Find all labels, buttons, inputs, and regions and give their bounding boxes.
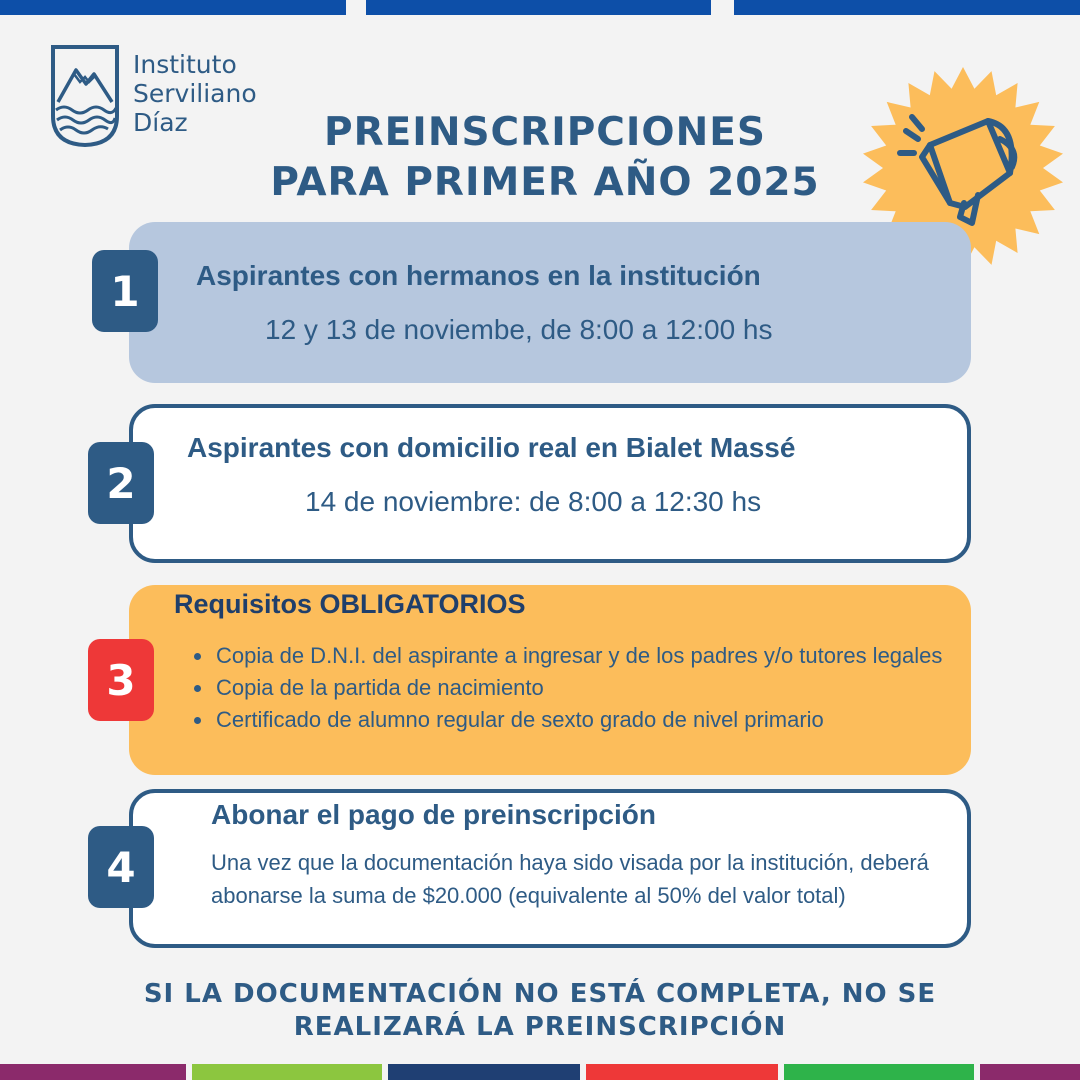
footer-warning [90, 978, 990, 1044]
mountain-waves-shield-icon [50, 44, 120, 148]
step-1-title: Aspirantes con hermanos en la institución [196, 260, 761, 291]
requirement-item: • Certificado de alumno regular de sexto grado de nivel primario [214, 704, 974, 736]
step-4-badge: 4 [88, 826, 154, 908]
bottom-bar-5 [784, 1064, 974, 1080]
step-card-1 [129, 222, 971, 383]
bottom-bar-3 [388, 1064, 580, 1080]
step-card-2 [129, 404, 971, 563]
step-2-schedule: 14 de noviembre: de 8:00 a 12:30 hs [305, 486, 762, 517]
footer-line-2: REALIZARÁ LA PREINSCRIPCIÓN [293, 1012, 787, 1042]
step-2-title: Aspirantes con domicilio real en Bialet Massé [187, 432, 796, 463]
title-line-2: PARA PRIMER AÑO 2025 [270, 160, 820, 205]
top-bar-left [0, 0, 346, 15]
bottom-bar-1 [0, 1064, 186, 1080]
top-bar-right [734, 0, 1080, 15]
step-1-badge: 1 [92, 250, 158, 332]
brand-line-3: Díaz [133, 108, 188, 137]
requirements-list [190, 640, 974, 736]
step-2-badge: 2 [88, 442, 154, 524]
step-1-schedule: 12 y 13 de noviembe, de 8:00 a 12:00 hs [265, 314, 773, 345]
step-3-badge: 3 [88, 639, 154, 721]
requirement-item: • Copia de la partida de nacimiento [214, 672, 974, 704]
bottom-bar-2 [192, 1064, 382, 1080]
brand-line-1: Instituto [133, 50, 237, 79]
footer-line-1: SI LA DOCUMENTACIÓN NO ESTÁ COMPLETA, NO SE [143, 979, 937, 1009]
top-bar-center [366, 0, 711, 15]
page-title [200, 108, 890, 208]
step-3-title: Requisitos OBLIGATORIOS [174, 589, 526, 619]
requirement-item: • Copia de D.N.I. del aspirante a ingresar y de los padres y/o tutores legales [214, 640, 974, 672]
bottom-bar-4 [586, 1064, 778, 1080]
bottom-bar-6 [980, 1064, 1080, 1080]
step-4-title: Abonar el pago de preinscripción [211, 799, 656, 830]
title-line-1: PREINSCRIPCIONES [324, 110, 766, 155]
step-4-description: Una vez que la documentación haya sido visada por la institución, deberá abonarse la suma de $20.000 (equivalente al 50% del valor total) [211, 850, 929, 908]
brand-line-2: Serviliano [133, 79, 257, 108]
